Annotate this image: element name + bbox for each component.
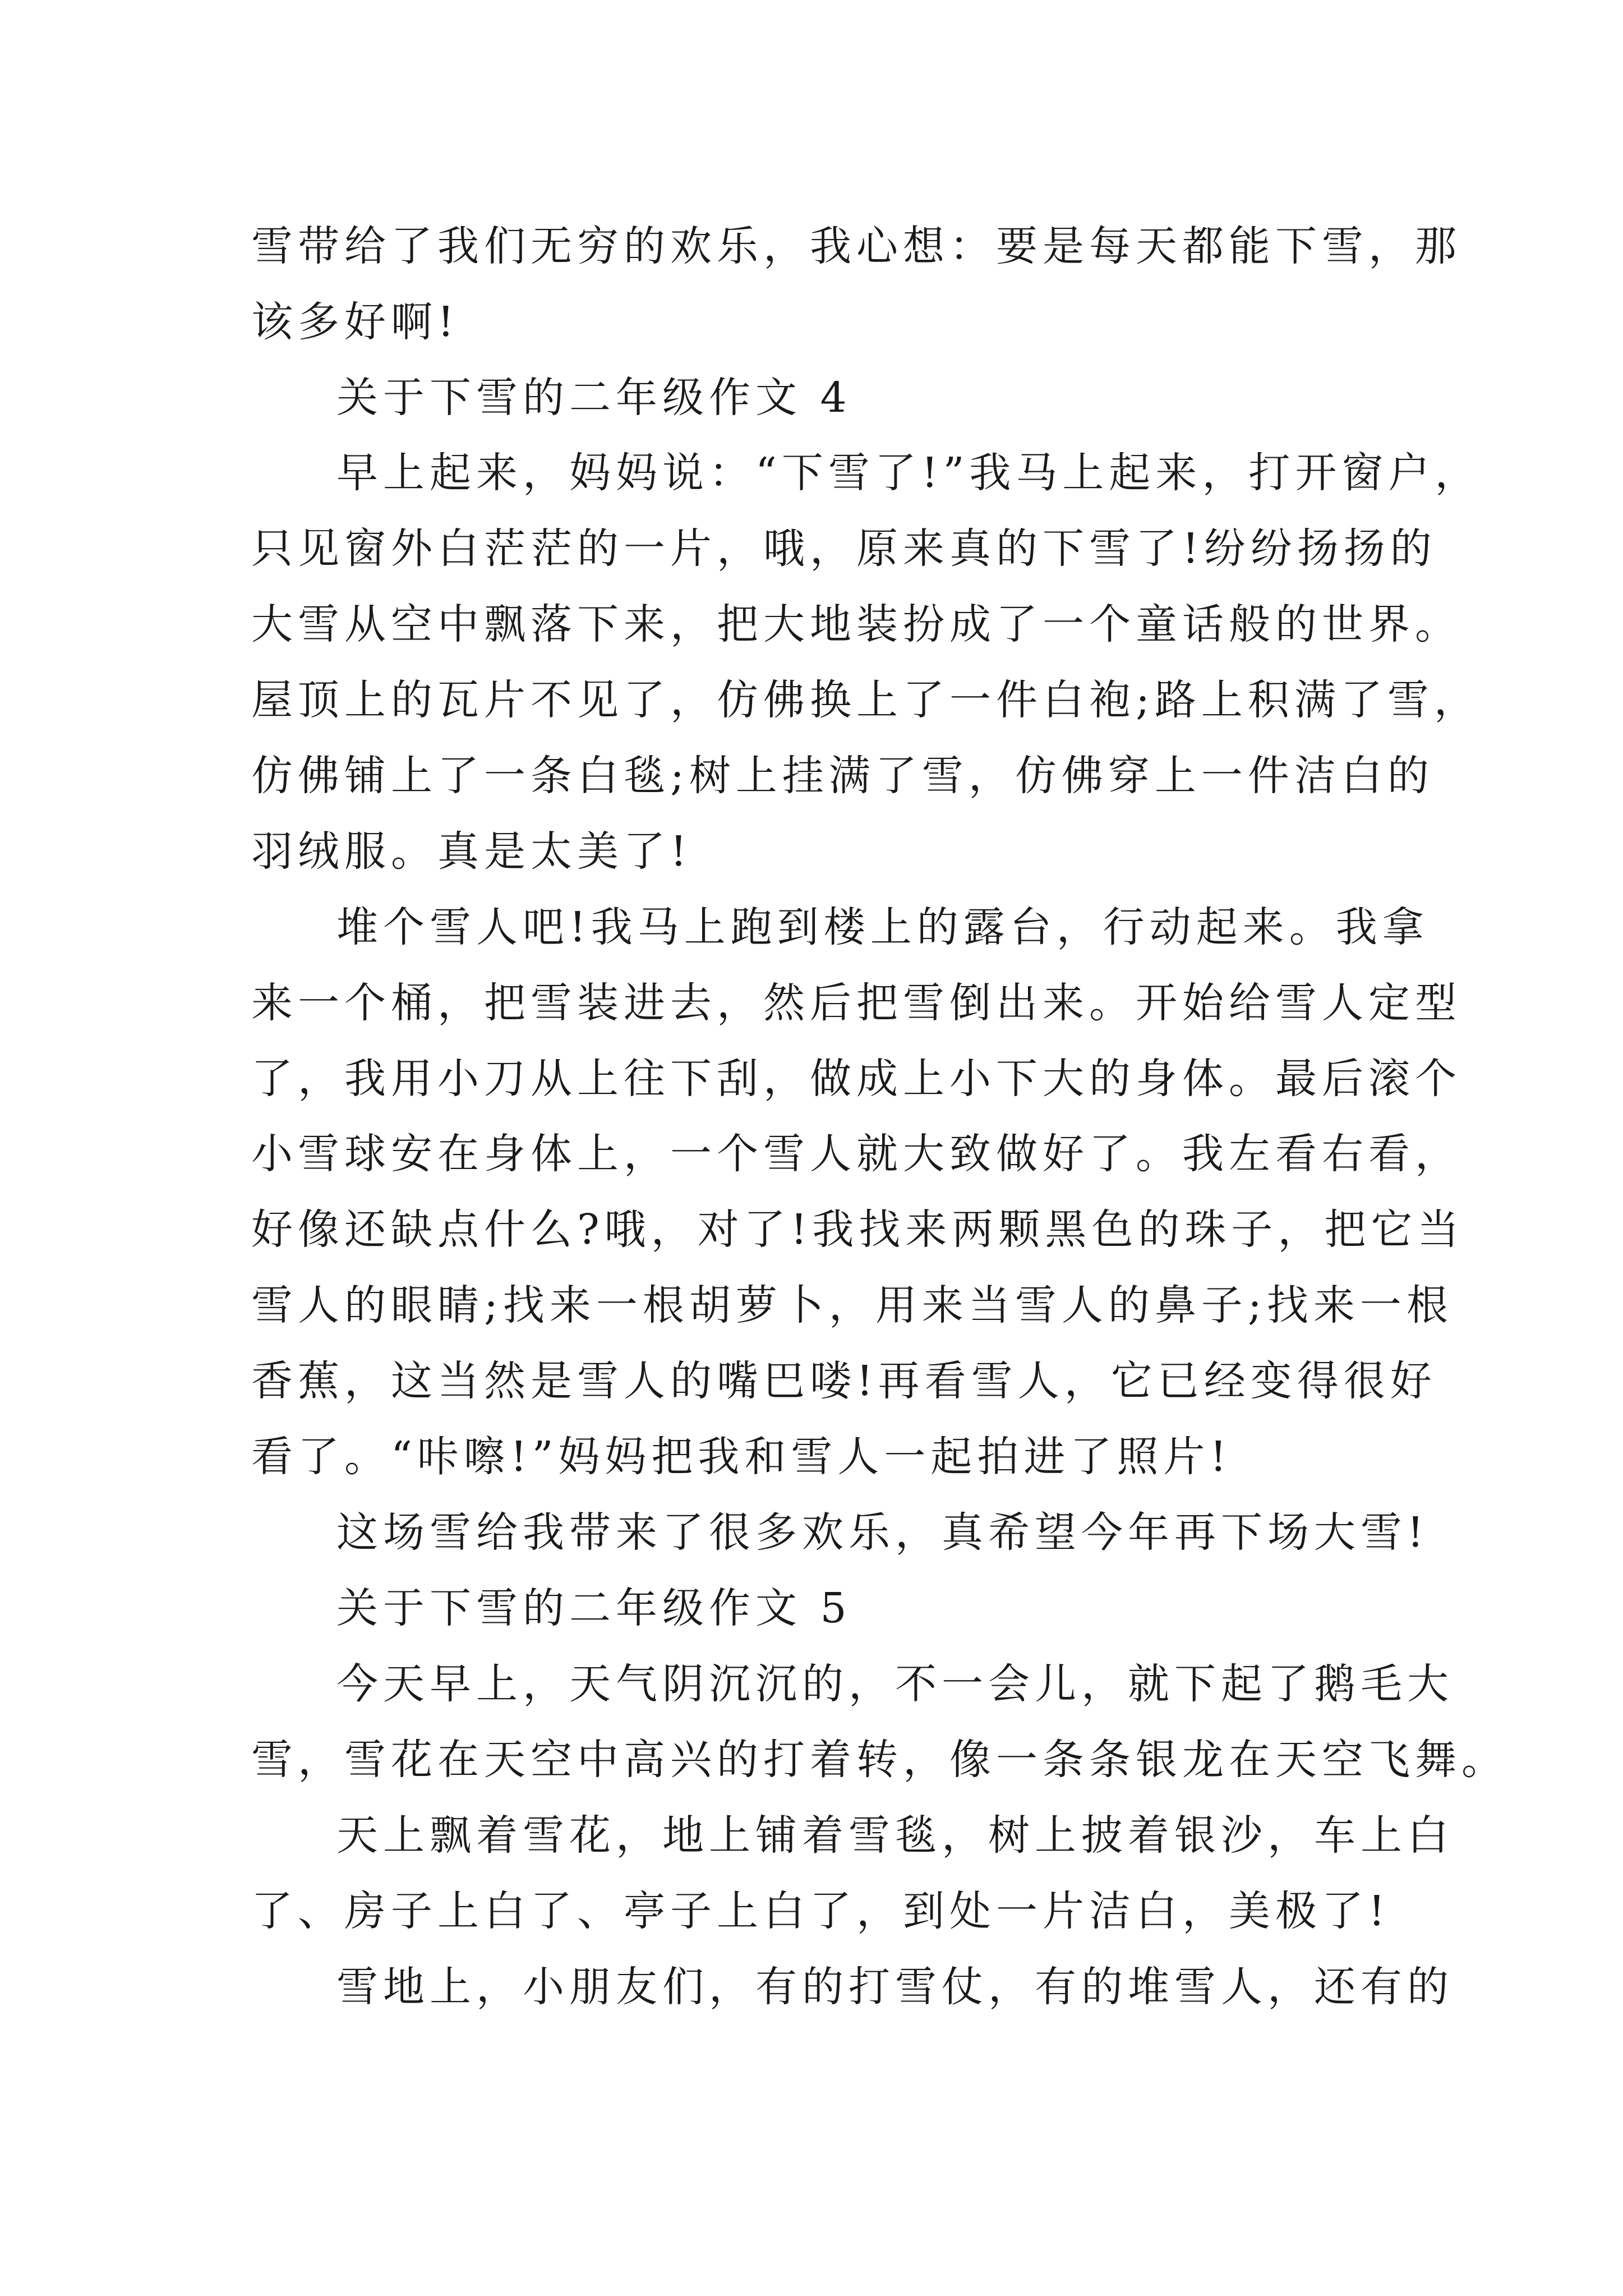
- text-line: 该多好啊!: [251, 298, 459, 346]
- text-line: 看了。“咔嚓!”妈妈把我和雪人一起拍进了照片!: [251, 1433, 1232, 1481]
- text-line: 天上飘着雪花，地上铺着雪毯，树上披着银沙，车上白: [336, 1811, 1454, 1860]
- text-line: 香蕉，这当然是雪人的嘴巴喽!再看雪人，它已经变得很好: [251, 1357, 1437, 1405]
- text-line: 这场雪给我带来了很多欢乐，真希望今年再下场大雪!: [336, 1508, 1429, 1557]
- section-heading: 关于下雪的二年级作文 4: [336, 374, 852, 422]
- text-line: 今天早上，天气阴沉沉的，不一会儿，就下起了鹅毛大: [336, 1660, 1454, 1708]
- text-line: 只见窗外白茫茫的一片，哦，原来真的下雪了!纷纷扬扬的: [251, 524, 1437, 573]
- text-line: 大雪从空中飘落下来，把大地装扮成了一个童话般的世界。: [251, 600, 1461, 648]
- text-line: 早上起来，妈妈说：“下雪了!”我马上起来，打开窗户，: [336, 449, 1482, 497]
- text-line: 雪人的眼睛;找来一根胡萝卜，用来当雪人的鼻子;找来一根: [251, 1281, 1453, 1329]
- text-line: 仿佛铺上了一条白毯;树上挂满了雪，仿佛穿上一件洁白的: [251, 752, 1434, 800]
- text-line: 雪，雪花在天空中高兴的打着转，像一条条银龙在天空飞舞。: [251, 1736, 1508, 1784]
- text-line: 小雪球安在身体上，一个雪人就大致做好了。我左看右看，: [251, 1130, 1461, 1178]
- text-line: 好像还缺点什么?哦，对了!我找来两颗黑色的珠子，把它当: [251, 1205, 1464, 1254]
- text-line: 羽绒服。真是太美了!: [251, 827, 692, 876]
- text-line: 雪地上，小朋友们，有的打雪仗，有的堆雪人，还有的: [336, 1963, 1454, 2011]
- text-line: 来一个桶，把雪装进去，然后把雪倒出来。开始给雪人定型: [251, 979, 1461, 1027]
- text-line: 雪带给了我们无穷的欢乐，我心想：要是每天都能下雪，那: [251, 222, 1461, 270]
- text-line: 了，我用小刀从上往下刮，做成上小下大的身体。最后滚个: [251, 1055, 1461, 1103]
- text-line: 屋顶上的瓦片不见了，仿佛换上了一件白袍;路上积满了雪，: [251, 676, 1481, 724]
- section-heading: 关于下雪的二年级作文 5: [336, 1584, 852, 1632]
- text-line: 堆个雪人吧!我马上跑到楼上的露台，行动起来。我拿: [336, 903, 1429, 951]
- text-line: 了、房子上白了、亭子上白了，到处一片洁白，美极了!: [251, 1887, 1390, 1935]
